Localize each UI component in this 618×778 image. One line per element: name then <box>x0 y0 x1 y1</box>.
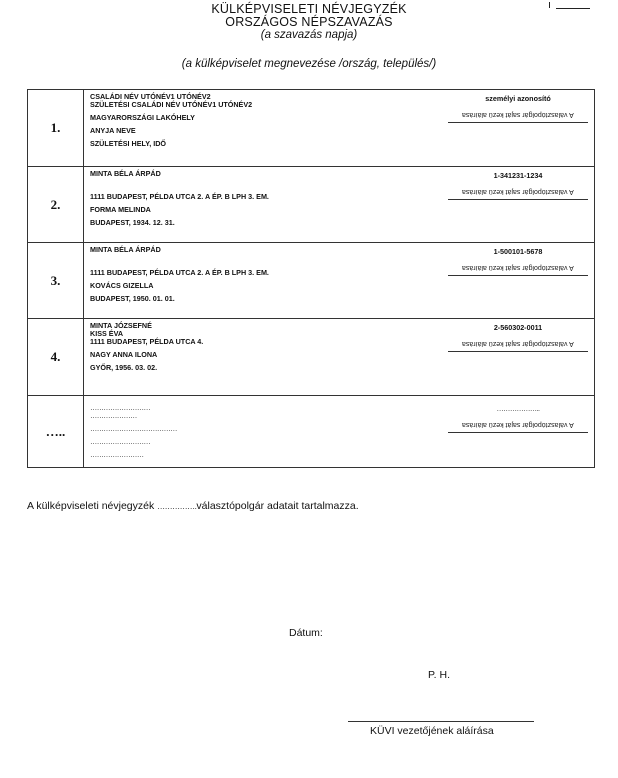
personal-id: személyi azonosító <box>485 94 551 103</box>
summary-blank-count: ……………. <box>157 502 197 511</box>
table-row <box>28 319 595 396</box>
table-row <box>28 396 595 468</box>
voter-field: GYŐR, 1956. 03. 02. <box>90 363 158 372</box>
signature-caption: A választópolgár saját kezű aláírása <box>462 188 574 195</box>
table-row <box>28 243 595 319</box>
referendum-date-note: (a szavazás napja) <box>260 29 358 41</box>
voter-field: BUDAPEST, 1934. 12. 31. <box>90 218 175 227</box>
id-box <box>448 94 588 123</box>
voter-field: MINTA BÉLA ÁRPÁD <box>90 245 161 254</box>
row-number: ….. <box>28 396 84 468</box>
voter-field: ANYJA NEVE <box>90 126 136 135</box>
personal-id: 1-500101-5678 <box>493 247 543 256</box>
table-row <box>28 167 595 243</box>
voter-field: NAGY ANNA ILONA <box>90 350 158 359</box>
signature-label: KÜVI vezetőjének aláírása <box>370 725 494 737</box>
mission-name-note: (a külképviselet megnevezése /ország, település/) <box>181 58 437 70</box>
signature-caption: A választópolgár saját kezű aláírása <box>462 421 574 428</box>
voter-field: CSALÁDI NÉV UTÓNÉV1 UTÓNÉV2 <box>90 92 211 101</box>
signature-rule <box>448 351 588 352</box>
voter-field: MAGYARORSZÁGI LAKÓHELY <box>90 113 195 122</box>
voter-info-cell <box>84 319 595 396</box>
signature-caption: A választópolgár saját kezű aláírása <box>462 340 574 347</box>
signature-rule <box>448 122 588 123</box>
signature-line <box>348 721 534 722</box>
signature-caption: A választópolgár saját kezű aláírása <box>462 111 574 118</box>
voter-field: 1111 BUDAPEST, PÉLDA UTCA 2. A ÉP. B LPH 3. EM. <box>90 192 269 201</box>
row-number: 3. <box>28 243 84 319</box>
summary-text-end: választópolgár adatait tartalmazza. <box>196 500 359 512</box>
voter-field: KOVÁCS GIZELLA <box>90 281 154 290</box>
blank-field: ……………………… <box>90 437 151 446</box>
blank-field: ……………………… <box>90 403 151 412</box>
document-title: KÜLKÉPVISELETI NÉVJEGYZÉK <box>211 2 407 16</box>
voter-field: MINTA BÉLA ÁRPÁD <box>90 169 161 178</box>
personal-id: ……………….. <box>496 404 540 413</box>
personal-id: 1-341231-1234 <box>493 171 543 180</box>
signature-rule <box>448 432 588 433</box>
voter-field: 1111 BUDAPEST, PÉLDA UTCA 2. A ÉP. B LPH 3. EM. <box>90 268 269 277</box>
blank-field: ………………………………… <box>90 424 177 433</box>
voter-register-table <box>27 89 595 468</box>
personal-id: 2-560302-0011 <box>493 323 543 332</box>
id-box <box>448 404 588 433</box>
row-number: 1. <box>28 90 84 167</box>
row-number: 4. <box>28 319 84 396</box>
table-row <box>28 90 595 167</box>
id-box <box>448 247 588 276</box>
voter-info-cell <box>84 396 595 468</box>
voter-field: FORMA MELINDA <box>90 205 151 214</box>
voter-field: SZÜLETÉSI HELY, IDŐ <box>90 139 167 148</box>
voter-info-cell <box>84 167 595 243</box>
blank-field: ………………… <box>90 411 137 420</box>
summary-text-start: A külképviseleti névjegyzék <box>27 500 158 512</box>
voter-field: BUDAPEST, 1950. 01. 01. <box>90 294 175 303</box>
voter-info-cell <box>84 90 595 167</box>
stamp-placeholder: P. H. <box>428 669 450 681</box>
register-summary <box>27 500 359 512</box>
signature-rule <box>448 275 588 276</box>
document-subtitle: ORSZÁGOS NÉPSZAVAZÁS <box>225 15 393 29</box>
id-box <box>448 323 588 352</box>
voter-info-cell <box>84 243 595 319</box>
voter-field: KISS ÉVA <box>90 329 124 338</box>
row-number: 2. <box>28 167 84 243</box>
id-box <box>448 171 588 200</box>
voter-field: MINTA JÓZSEFNÉ <box>90 321 152 330</box>
voter-field: 1111 BUDAPEST, PÉLDA UTCA 4. <box>90 337 204 346</box>
signature-caption: A választópolgár saját kezű aláírása <box>462 264 574 271</box>
signature-rule <box>448 199 588 200</box>
blank-field: …………………… <box>90 450 144 459</box>
voter-field: SZÜLETÉSI CSALÁDI NÉV UTÓNÉV1 UTÓNÉV2 <box>90 100 253 109</box>
date-label: Dátum: <box>289 627 323 639</box>
